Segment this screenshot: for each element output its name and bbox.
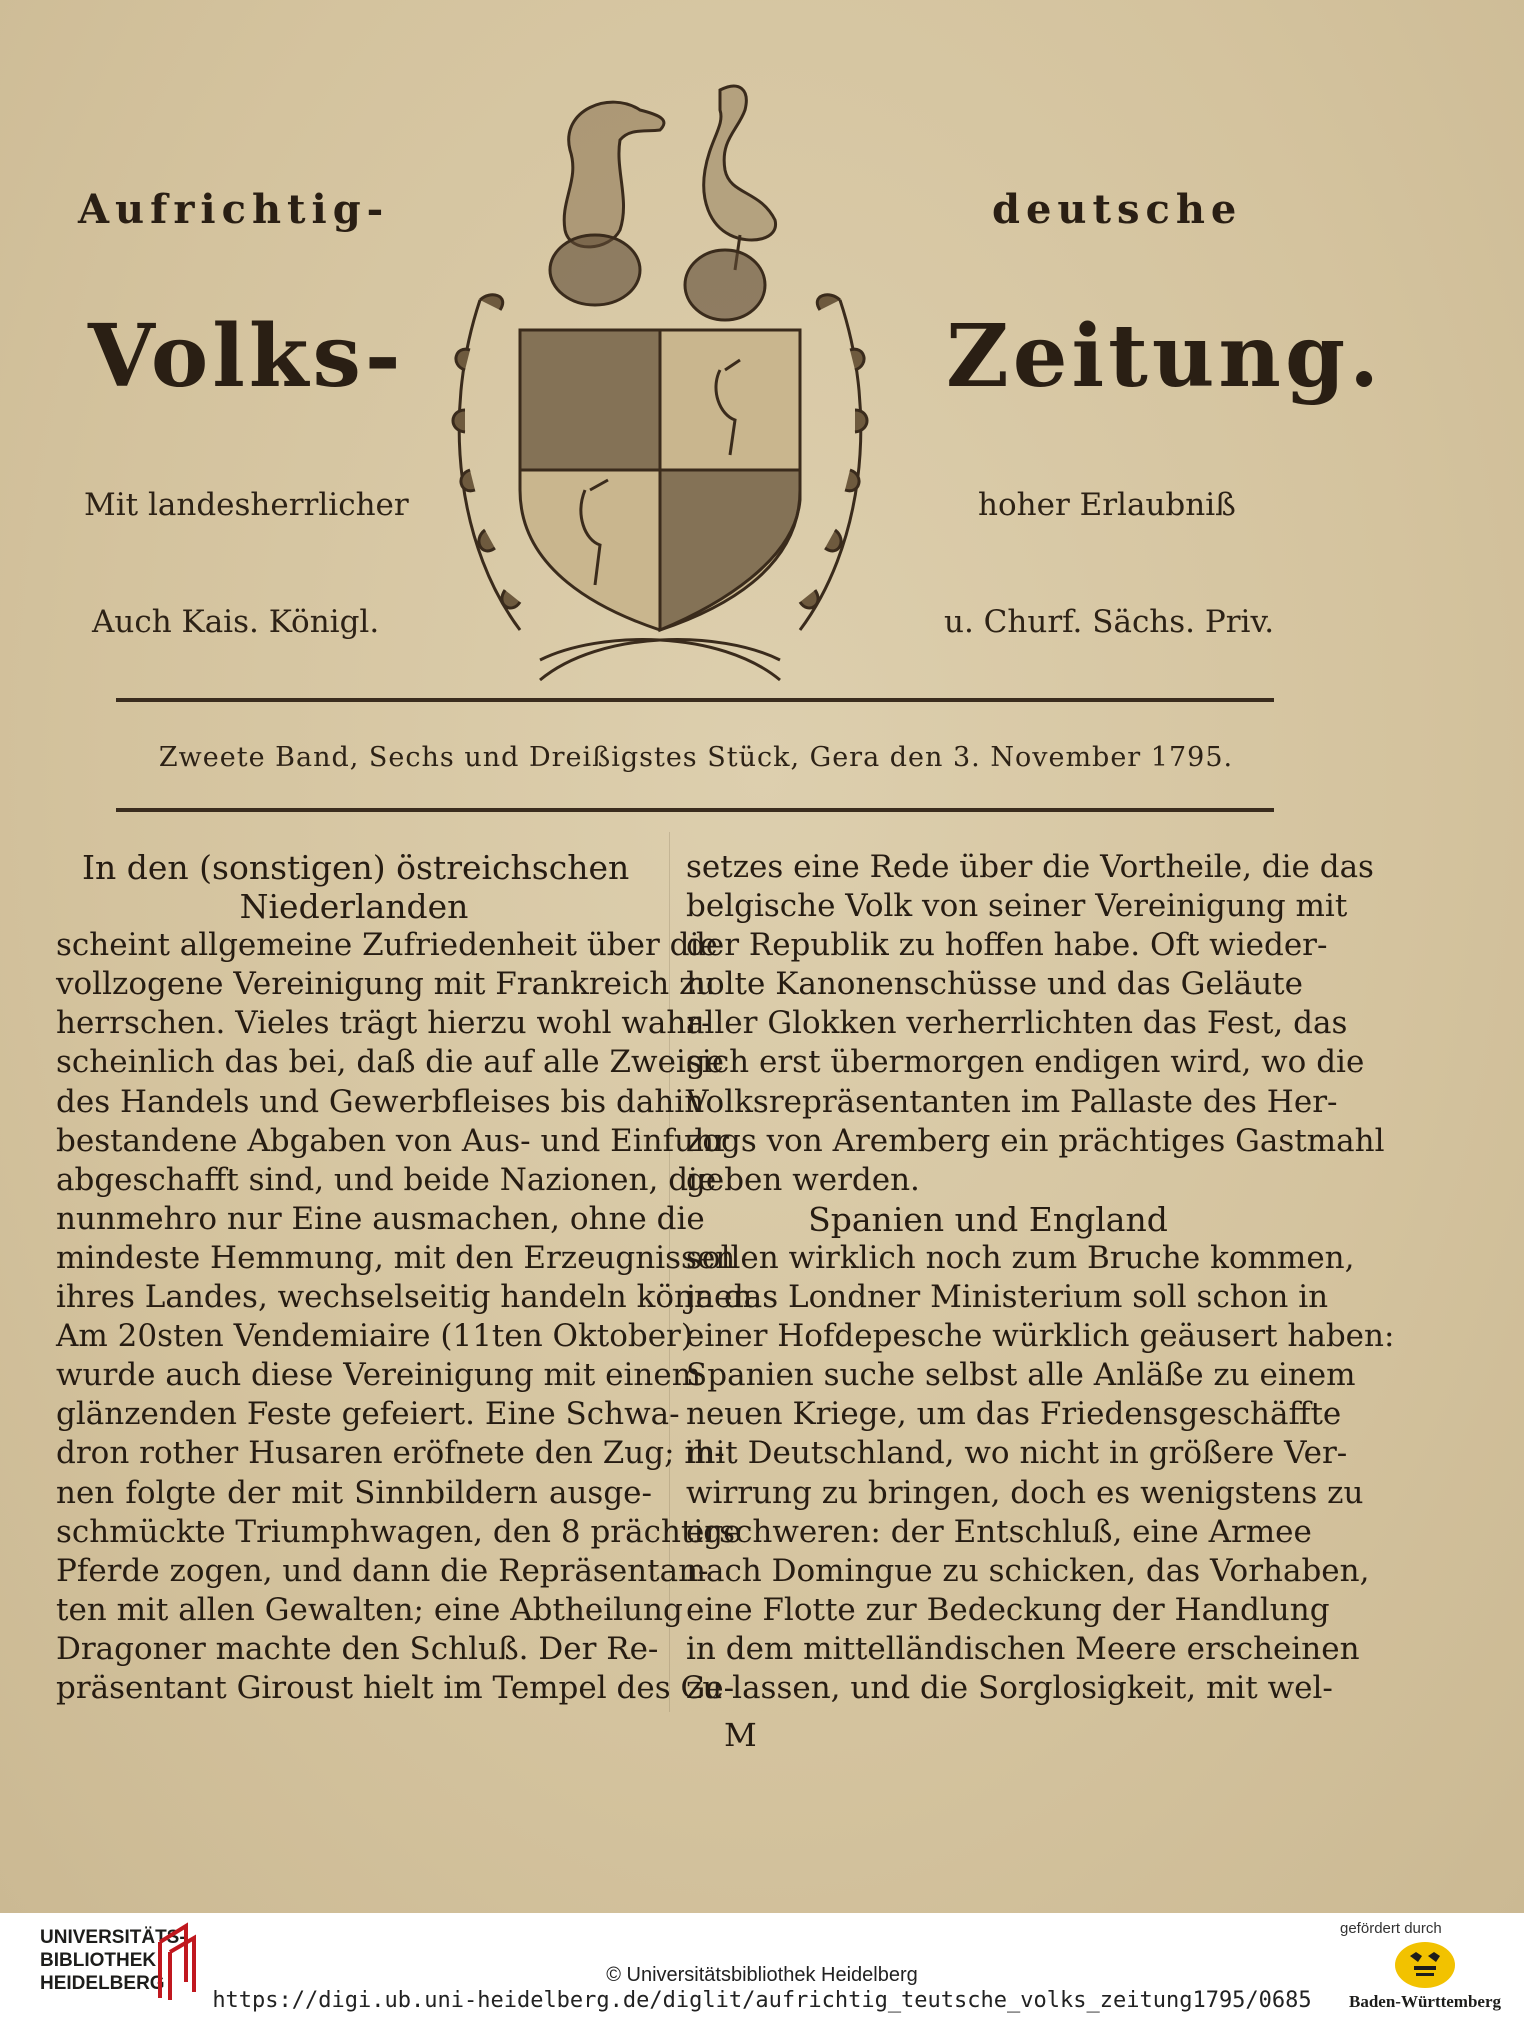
text-line: präsentant Giroust hielt im Tempel des Ge- xyxy=(56,1669,735,1706)
text-line: vollzogene Vereinigung mit Frankreich zu xyxy=(56,966,716,1003)
text-line: des Handels und Gewerbfleises bis dahin xyxy=(56,1083,705,1120)
text-line: scheinlich das bei, daß die auf alle Zweige xyxy=(56,1044,725,1081)
privilege-line-right-1: hoher Erlaubniß xyxy=(978,487,1236,523)
left-column xyxy=(56,848,763,1708)
issue-rule xyxy=(116,808,1274,812)
text-line: bestandene Abgaben von Aus- und Einfuhr xyxy=(56,1122,729,1159)
permalink-url[interactable]: https://digi.ub.uni-heidelberg.de/diglit/aufrichtig_teutsche_volks_zeitung1795/0685 xyxy=(212,1988,1312,2013)
text-line: nunmehro nur Eine ausmachen, ohne die xyxy=(56,1200,705,1237)
text-line: Volksrepräsentanten im Pallaste des Her- xyxy=(686,1083,1338,1120)
text-line: der Republik zu hoffen habe. Oft wieder- xyxy=(686,927,1328,964)
text-line: Dragoner machte den Schluß. Der Re- xyxy=(56,1630,659,1667)
coat-of-arms-emblem xyxy=(420,70,890,690)
text-line: in dem mittelländischen Meere erscheinen xyxy=(686,1630,1360,1667)
masthead-rule xyxy=(116,698,1274,702)
text-line: zogs von Aremberg ein prächtiges Gastmahl xyxy=(686,1122,1385,1159)
text-line: Am 20sten Vendemiaire (11ten Oktober) xyxy=(56,1318,693,1355)
article-heading: Spanien und England xyxy=(808,1199,1168,1239)
article-heading-line-1: In den (sonstigen) östreichschen xyxy=(82,848,630,887)
text-line: einer Hofdepesche würklich geäusert haben: xyxy=(686,1318,1395,1355)
text-line: zu lassen, und die Sorglosigkeit, mit wel- xyxy=(686,1669,1333,1706)
text-line: sollen wirklich noch zum Bruche kommen, xyxy=(686,1239,1355,1276)
text-line: nen folgte der mit Sinnbildern ausge- xyxy=(56,1474,652,1511)
privilege-line-left-2: Auch Kais. Königl. xyxy=(92,604,380,640)
text-line: geben werden. xyxy=(686,1161,920,1198)
text-line: eine Flotte zur Bedeckung der Handlung xyxy=(686,1591,1330,1628)
text-line: ihres Landes, wechselseitig handeln können. xyxy=(56,1279,763,1316)
privilege-line-left-1: Mit landesherrlicher xyxy=(84,487,409,523)
text-line: sich erst übermorgen endigen wird, wo die xyxy=(686,1044,1365,1081)
baden-wuerttemberg-seal-icon[interactable] xyxy=(1392,1940,1458,1990)
text-line: belgische Volk von seiner Vereinigung mit xyxy=(686,888,1348,925)
text-line: ja das Londner Ministerium soll schon in xyxy=(686,1279,1329,1316)
text-line: aller Glokken verherrlichten das Fest, das xyxy=(686,1005,1348,1042)
catchword: M xyxy=(724,1716,757,1754)
masthead-word-1: Aufrichtig- xyxy=(78,186,390,233)
text-line: glänzenden Feste gefeiert. Eine Schwa- xyxy=(56,1396,680,1433)
text-line: schmückte Triumphwagen, den 8 prächtige xyxy=(56,1513,742,1550)
masthead-word-4: Zeitung. xyxy=(946,306,1384,407)
text-line: dron rother Husaren eröfnete den Zug; ih- xyxy=(56,1435,725,1472)
text-line: ten mit allen Gewalten; eine Abtheilung xyxy=(56,1591,683,1628)
library-logo-line: UNIVERSITÄTS- xyxy=(40,1927,186,1948)
text-line: mit Deutschland, wo nicht in größere Ver- xyxy=(686,1435,1348,1472)
text-line: Spanien suche selbst alle Anläße zu einem xyxy=(686,1357,1356,1394)
masthead-word-2: deutsche xyxy=(992,186,1243,233)
text-line: Pferde zogen, und dann die Repräsentan- xyxy=(56,1552,709,1589)
masthead-word-3: Volks- xyxy=(88,306,405,407)
text-line: herrschen. Vieles trägt hierzu wohl wahr- xyxy=(56,1005,712,1042)
text-line: wurde auch diese Vereinigung mit einem xyxy=(56,1357,702,1394)
sponsor-label: gefördert durch xyxy=(1340,1920,1442,1937)
privilege-line-right-2: u. Churf. Sächs. Priv. xyxy=(944,604,1275,640)
text-line: holte Kanonenschüsse und das Geläute xyxy=(686,966,1303,1003)
copyright-notice: © Universitätsbibliothek Heidelberg xyxy=(606,1964,918,1986)
library-logo-line: BIBLIOTHEK xyxy=(40,1950,157,1971)
text-line: neuen Kriege, um das Friedensgeschäffte xyxy=(686,1396,1342,1433)
issue-line: Zweete Band, Sechs und Dreißigstes Stück, Gera den 3. November 1795. xyxy=(158,742,1234,773)
text-line: wirrung zu bringen, doch es wenigstens zu xyxy=(686,1474,1364,1511)
library-logo-line: HEIDELBERG xyxy=(40,1973,165,1994)
text-line: setzes eine Rede über die Vortheile, die das xyxy=(686,849,1374,885)
text-line: scheint allgemeine Zufriedenheit über die xyxy=(56,927,718,964)
right-column xyxy=(686,848,1395,1708)
sponsor-name: Baden-Württemberg xyxy=(1348,1992,1502,2011)
article-heading-line-2: Niederlanden xyxy=(239,887,469,927)
text-line: erschweren: der Entschluß, eine Armee xyxy=(686,1513,1312,1550)
text-line: nach Domingue zu schicken, das Vorhaben, xyxy=(686,1552,1370,1589)
text-line: abgeschafft sind, und beide Nazionen, die xyxy=(56,1161,717,1198)
text-line: mindeste Hemmung, mit den Erzeugnissen xyxy=(56,1239,736,1276)
